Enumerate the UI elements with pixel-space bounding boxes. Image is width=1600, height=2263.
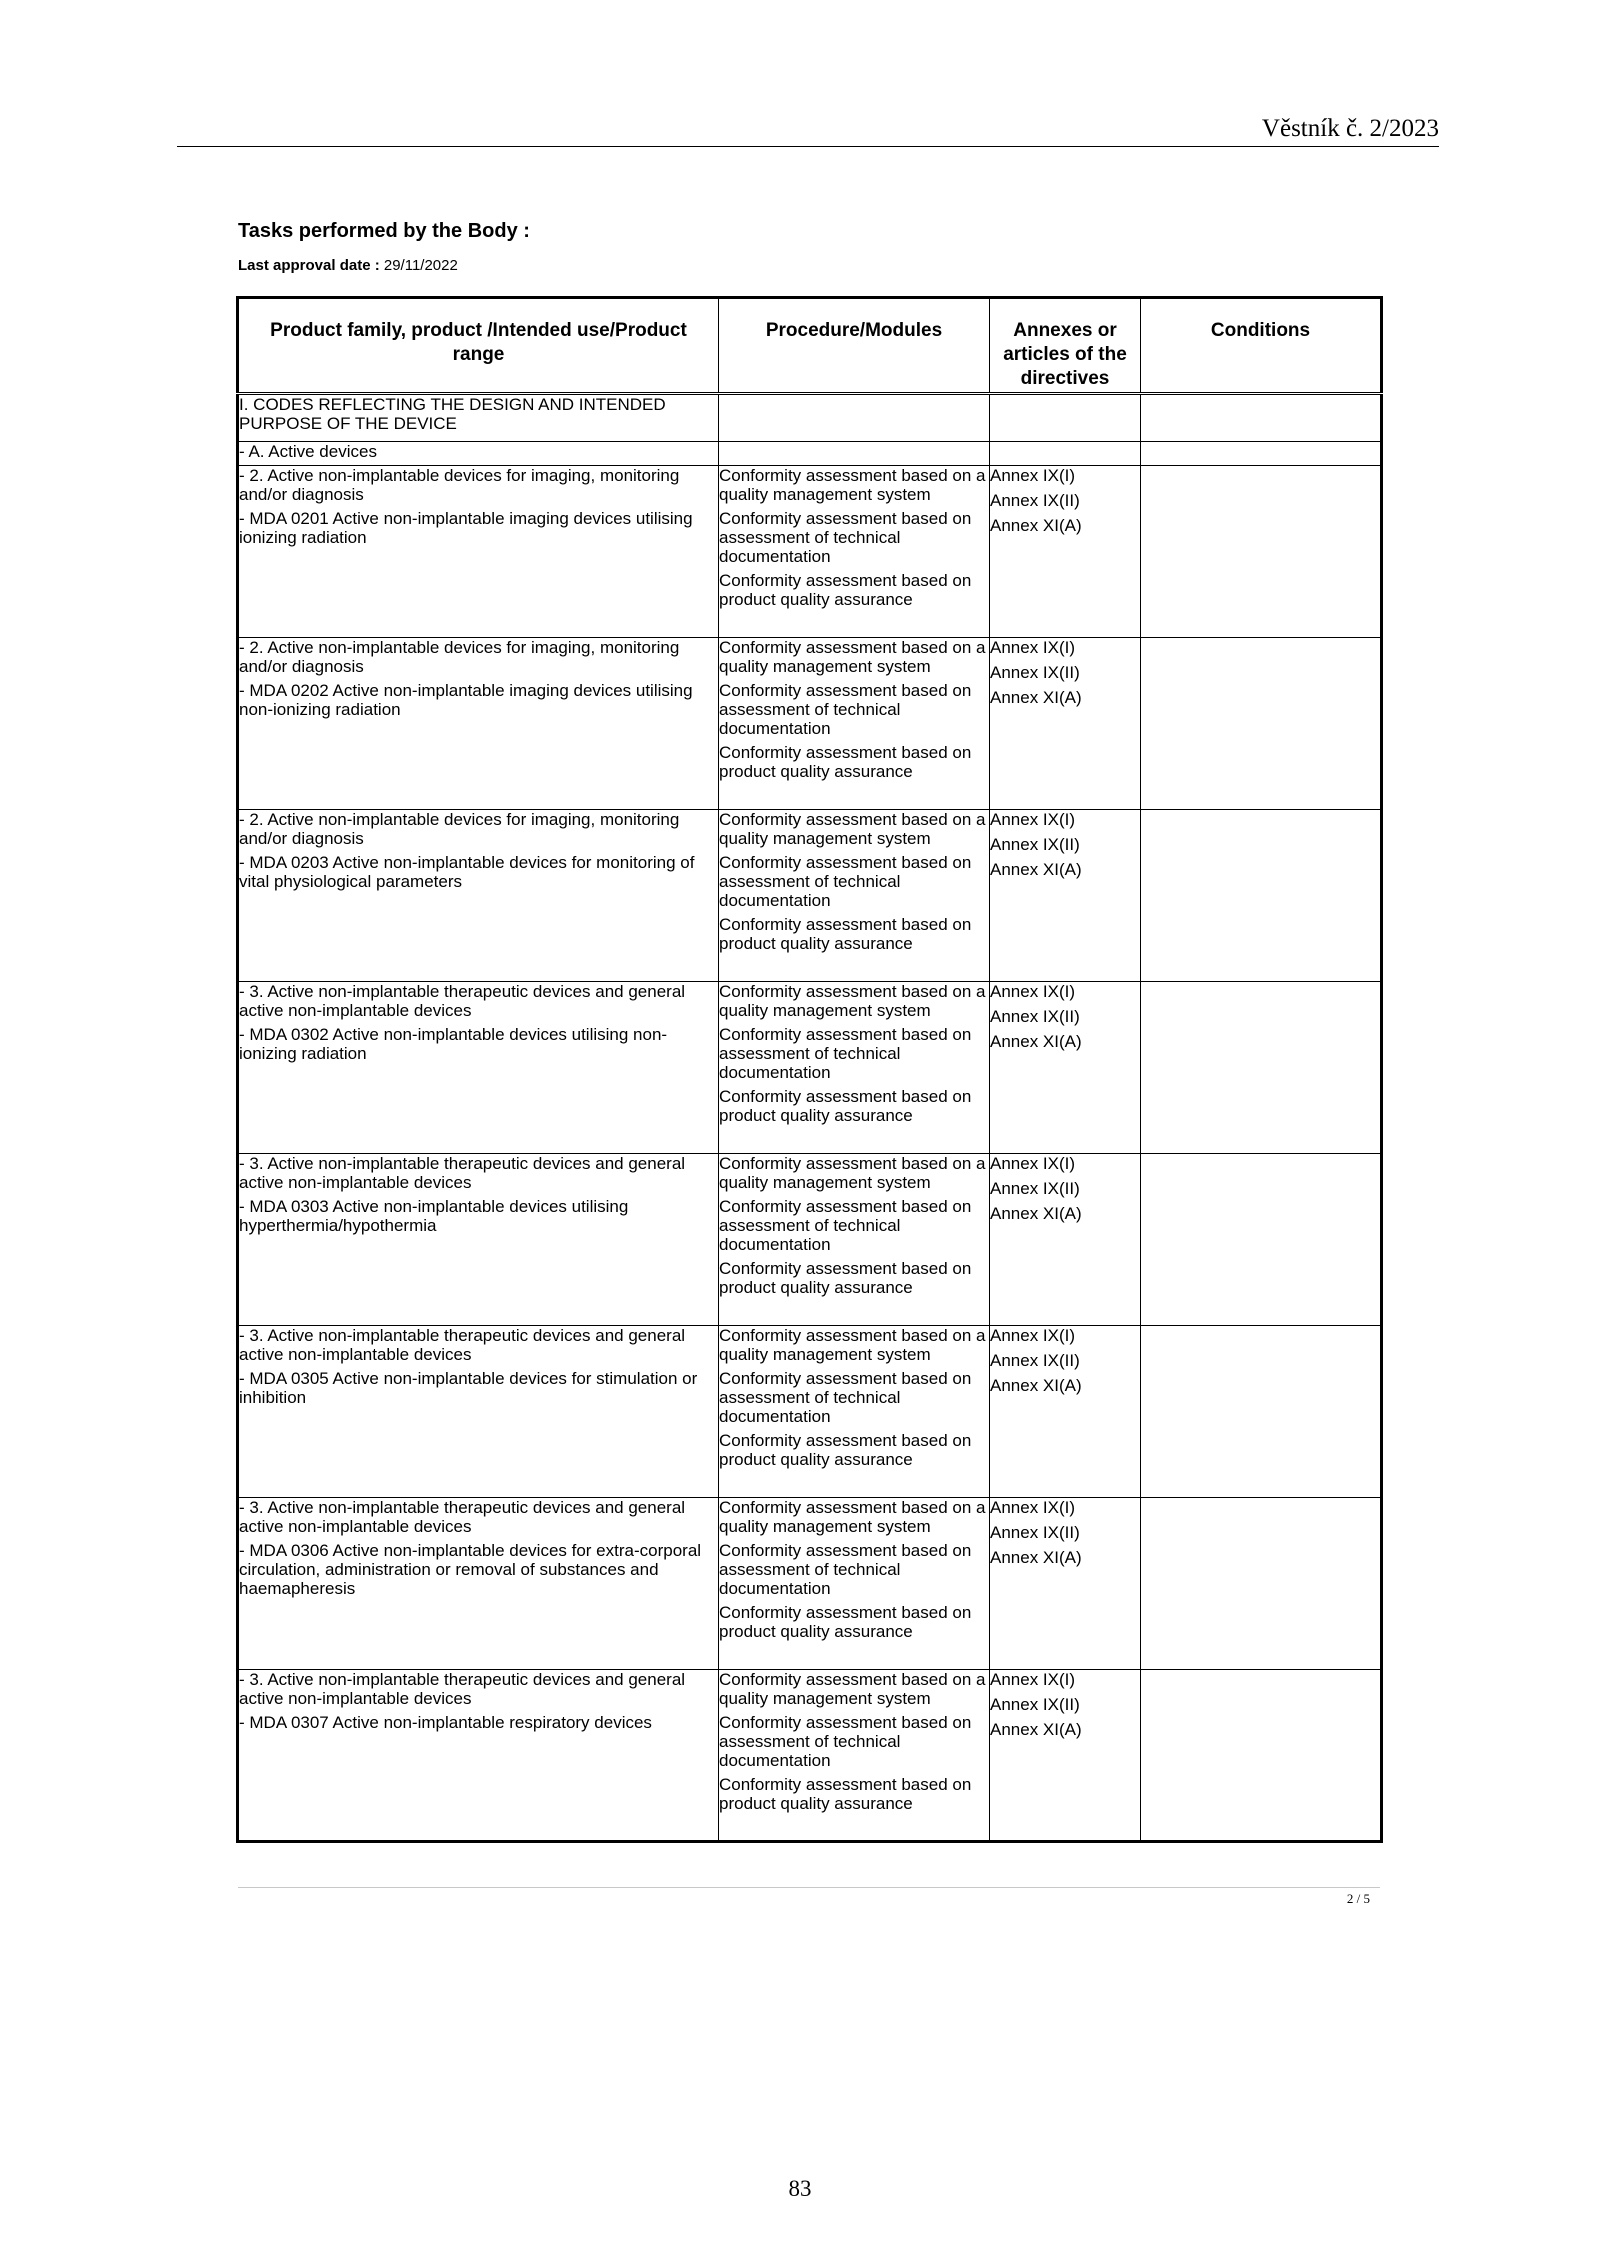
conditions-cell bbox=[1141, 466, 1382, 638]
product-code: - MDA 0201 Active non-implantable imaging devices utilising ionizing radiation bbox=[239, 509, 693, 547]
conditions-cell bbox=[1141, 1154, 1382, 1326]
annex-item: Annex IX(II) bbox=[990, 1179, 1080, 1198]
procedure-item: Conformity assessment based on a quality management system bbox=[719, 1326, 986, 1364]
running-header bbox=[177, 110, 1439, 147]
annex-item: Annex IX(I) bbox=[990, 982, 1076, 1001]
procedure-item: Conformity assessment based on a quality management system bbox=[719, 1154, 986, 1192]
table-row bbox=[238, 982, 1382, 1154]
product-code: - MDA 0303 Active non-implantable devices utilising hyperthermia/hypothermia bbox=[239, 1197, 629, 1235]
annex-item: Annex IX(I) bbox=[990, 1154, 1076, 1173]
annex-item: Annex IX(II) bbox=[990, 1695, 1080, 1714]
approval-date-line bbox=[238, 257, 458, 274]
page-of-indicator: 2 / 5 bbox=[1346, 1891, 1370, 1906]
procedure-item: Conformity assessment based on product quality assurance bbox=[719, 1603, 972, 1641]
procedure-item: Conformity assessment based on a quality management system bbox=[719, 1498, 986, 1536]
procedure-item: Conformity assessment based on assessment of technical documentation bbox=[719, 1713, 972, 1770]
procedure-item: Conformity assessment based on assessment of technical documentation bbox=[719, 681, 972, 738]
procedure-cell bbox=[719, 638, 990, 810]
procedure-cell bbox=[719, 810, 990, 982]
tasks-table bbox=[236, 296, 1383, 1843]
product-cell bbox=[238, 810, 719, 982]
procedure-item: Conformity assessment based on product quality assurance bbox=[719, 1087, 972, 1125]
code-title: I. CODES REFLECTING THE DESIGN AND INTENDED PURPOSE OF THE DEVICE bbox=[238, 394, 719, 442]
procedure-item: Conformity assessment based on product quality assurance bbox=[719, 743, 972, 781]
annex-item: Annex XI(A) bbox=[990, 516, 1082, 535]
annex-item: Annex IX(II) bbox=[990, 835, 1080, 854]
product-cell bbox=[238, 466, 719, 638]
product-cell bbox=[238, 638, 719, 810]
procedure-item: Conformity assessment based on product quality assurance bbox=[719, 915, 972, 953]
conditions-cell bbox=[1141, 810, 1382, 982]
approval-date-label: Last approval date : bbox=[238, 257, 380, 274]
product-family: - 2. Active non-implantable devices for imaging, monitoring and/or diagnosis bbox=[239, 638, 680, 676]
annex-item: Annex XI(A) bbox=[990, 1376, 1082, 1395]
product-family: - 3. Active non-implantable therapeutic devices and general active non-implantable devices bbox=[239, 1670, 686, 1708]
procedure-item: Conformity assessment based on assessment of technical documentation bbox=[719, 1025, 972, 1082]
annex-cell bbox=[990, 1498, 1141, 1670]
product-cell bbox=[238, 1670, 719, 1842]
annex-item: Annex XI(A) bbox=[990, 688, 1082, 707]
annex-item: Annex XI(A) bbox=[990, 1032, 1082, 1051]
procedure-item: Conformity assessment based on a quality management system bbox=[719, 638, 986, 676]
table-row bbox=[238, 1326, 1382, 1498]
product-cell bbox=[238, 1326, 719, 1498]
procedure-item: Conformity assessment based on assessment of technical documentation bbox=[719, 853, 972, 910]
empty-cell bbox=[990, 394, 1141, 442]
procedure-cell bbox=[719, 466, 990, 638]
annex-item: Annex IX(II) bbox=[990, 1007, 1080, 1026]
table-row bbox=[238, 1498, 1382, 1670]
table-row bbox=[238, 1670, 1382, 1842]
procedure-item: Conformity assessment based on product quality assurance bbox=[719, 1431, 972, 1469]
conditions-cell bbox=[1141, 982, 1382, 1154]
annex-item: Annex IX(II) bbox=[990, 1351, 1080, 1370]
annex-item: Annex XI(A) bbox=[990, 1548, 1082, 1567]
procedure-item: Conformity assessment based on a quality management system bbox=[719, 982, 986, 1020]
approval-date-value: 29/11/2022 bbox=[383, 257, 458, 274]
annex-item: Annex IX(I) bbox=[990, 466, 1076, 485]
annex-item: Annex IX(I) bbox=[990, 1326, 1076, 1345]
procedure-cell bbox=[719, 1498, 990, 1670]
procedure-cell bbox=[719, 982, 990, 1154]
procedure-item: Conformity assessment based on assessment of technical documentation bbox=[719, 1369, 972, 1426]
product-code: - MDA 0202 Active non-implantable imaging devices utilising non-ionizing radiation bbox=[239, 681, 693, 719]
annex-item: Annex IX(II) bbox=[990, 1523, 1080, 1542]
section-title: Tasks performed by the Body : bbox=[238, 220, 530, 242]
product-code: - MDA 0305 Active non-implantable devices for stimulation or inhibition bbox=[239, 1369, 698, 1407]
code-title-row bbox=[238, 394, 1382, 442]
table-row bbox=[238, 1154, 1382, 1326]
footer-rule bbox=[238, 1887, 1380, 1888]
product-family: - 3. Active non-implantable therapeutic devices and general active non-implantable devices bbox=[239, 982, 686, 1020]
procedure-cell bbox=[719, 1326, 990, 1498]
procedure-cell bbox=[719, 1154, 990, 1326]
product-family: - 3. Active non-implantable therapeutic devices and general active non-implantable devices bbox=[239, 1326, 686, 1364]
product-code: - MDA 0306 Active non-implantable devices for extra-corporal circulation, administration or removal of substances and haemapheresis bbox=[239, 1541, 702, 1598]
table-row bbox=[238, 466, 1382, 638]
product-family: - 2. Active non-implantable devices for imaging, monitoring and/or diagnosis bbox=[239, 466, 680, 504]
annex-item: Annex IX(II) bbox=[990, 663, 1080, 682]
annex-cell bbox=[990, 1326, 1141, 1498]
product-family: - 2. Active non-implantable devices for imaging, monitoring and/or diagnosis bbox=[239, 810, 680, 848]
column-header-annexes: Annexes or articles of the directives bbox=[990, 298, 1141, 394]
procedure-item: Conformity assessment based on product quality assurance bbox=[719, 571, 972, 609]
annex-item: Annex IX(I) bbox=[990, 1670, 1076, 1689]
product-cell bbox=[238, 982, 719, 1154]
annex-item: Annex IX(II) bbox=[990, 491, 1080, 510]
annex-item: Annex XI(A) bbox=[990, 1720, 1082, 1739]
procedure-item: Conformity assessment based on a quality management system bbox=[719, 810, 986, 848]
annex-cell bbox=[990, 638, 1141, 810]
procedure-item: Conformity assessment based on assessment of technical documentation bbox=[719, 1197, 972, 1254]
annex-cell bbox=[990, 982, 1141, 1154]
column-header-conditions: Conditions bbox=[1141, 298, 1382, 394]
annex-item: Annex IX(I) bbox=[990, 810, 1076, 829]
empty-cell bbox=[1141, 394, 1382, 442]
conditions-cell bbox=[1141, 638, 1382, 810]
annex-item: Annex XI(A) bbox=[990, 860, 1082, 879]
procedure-item: Conformity assessment based on a quality management system bbox=[719, 1670, 986, 1708]
procedure-item: Conformity assessment based on a quality management system bbox=[719, 466, 986, 504]
procedure-cell bbox=[719, 1670, 990, 1842]
subsection-active-devices: - A. Active devices bbox=[238, 442, 719, 466]
journal-issue: Věstník č. 2/2023 bbox=[1261, 115, 1439, 142]
annex-cell bbox=[990, 810, 1141, 982]
product-family: - 3. Active non-implantable therapeutic devices and general active non-implantable devices bbox=[239, 1154, 686, 1192]
conditions-cell bbox=[1141, 1498, 1382, 1670]
empty-cell bbox=[1141, 442, 1382, 466]
product-cell bbox=[238, 1498, 719, 1670]
empty-cell bbox=[719, 394, 990, 442]
conditions-cell bbox=[1141, 1670, 1382, 1842]
annex-cell bbox=[990, 466, 1141, 638]
empty-cell bbox=[990, 442, 1141, 466]
subsection-row bbox=[238, 442, 1382, 466]
conditions-cell bbox=[1141, 1326, 1382, 1498]
annex-item: Annex IX(I) bbox=[990, 638, 1076, 657]
product-cell bbox=[238, 1154, 719, 1326]
product-family: - 3. Active non-implantable therapeutic devices and general active non-implantable devices bbox=[239, 1498, 686, 1536]
product-code: - MDA 0302 Active non-implantable devices utilising non-ionizing radiation bbox=[239, 1025, 668, 1063]
table-row bbox=[238, 638, 1382, 810]
column-header-product: Product family, product /Intended use/Product range bbox=[238, 298, 719, 394]
empty-cell bbox=[719, 442, 990, 466]
procedure-item: Conformity assessment based on product quality assurance bbox=[719, 1775, 972, 1813]
procedure-item: Conformity assessment based on assessment of technical documentation bbox=[719, 1541, 972, 1598]
annex-cell bbox=[990, 1670, 1141, 1842]
annex-cell bbox=[990, 1154, 1141, 1326]
procedure-item: Conformity assessment based on product quality assurance bbox=[719, 1259, 972, 1297]
page-number: 83 bbox=[788, 2176, 812, 2201]
product-code: - MDA 0203 Active non-implantable devices for monitoring of vital physiological parameters bbox=[239, 853, 695, 891]
annex-item: Annex XI(A) bbox=[990, 1204, 1082, 1223]
table-header-row bbox=[238, 298, 1382, 394]
table-row bbox=[238, 810, 1382, 982]
annex-item: Annex IX(I) bbox=[990, 1498, 1076, 1517]
column-header-procedure: Procedure/Modules bbox=[719, 298, 990, 394]
procedure-item: Conformity assessment based on assessment of technical documentation bbox=[719, 509, 972, 566]
product-code: - MDA 0307 Active non-implantable respiratory devices bbox=[239, 1713, 652, 1732]
